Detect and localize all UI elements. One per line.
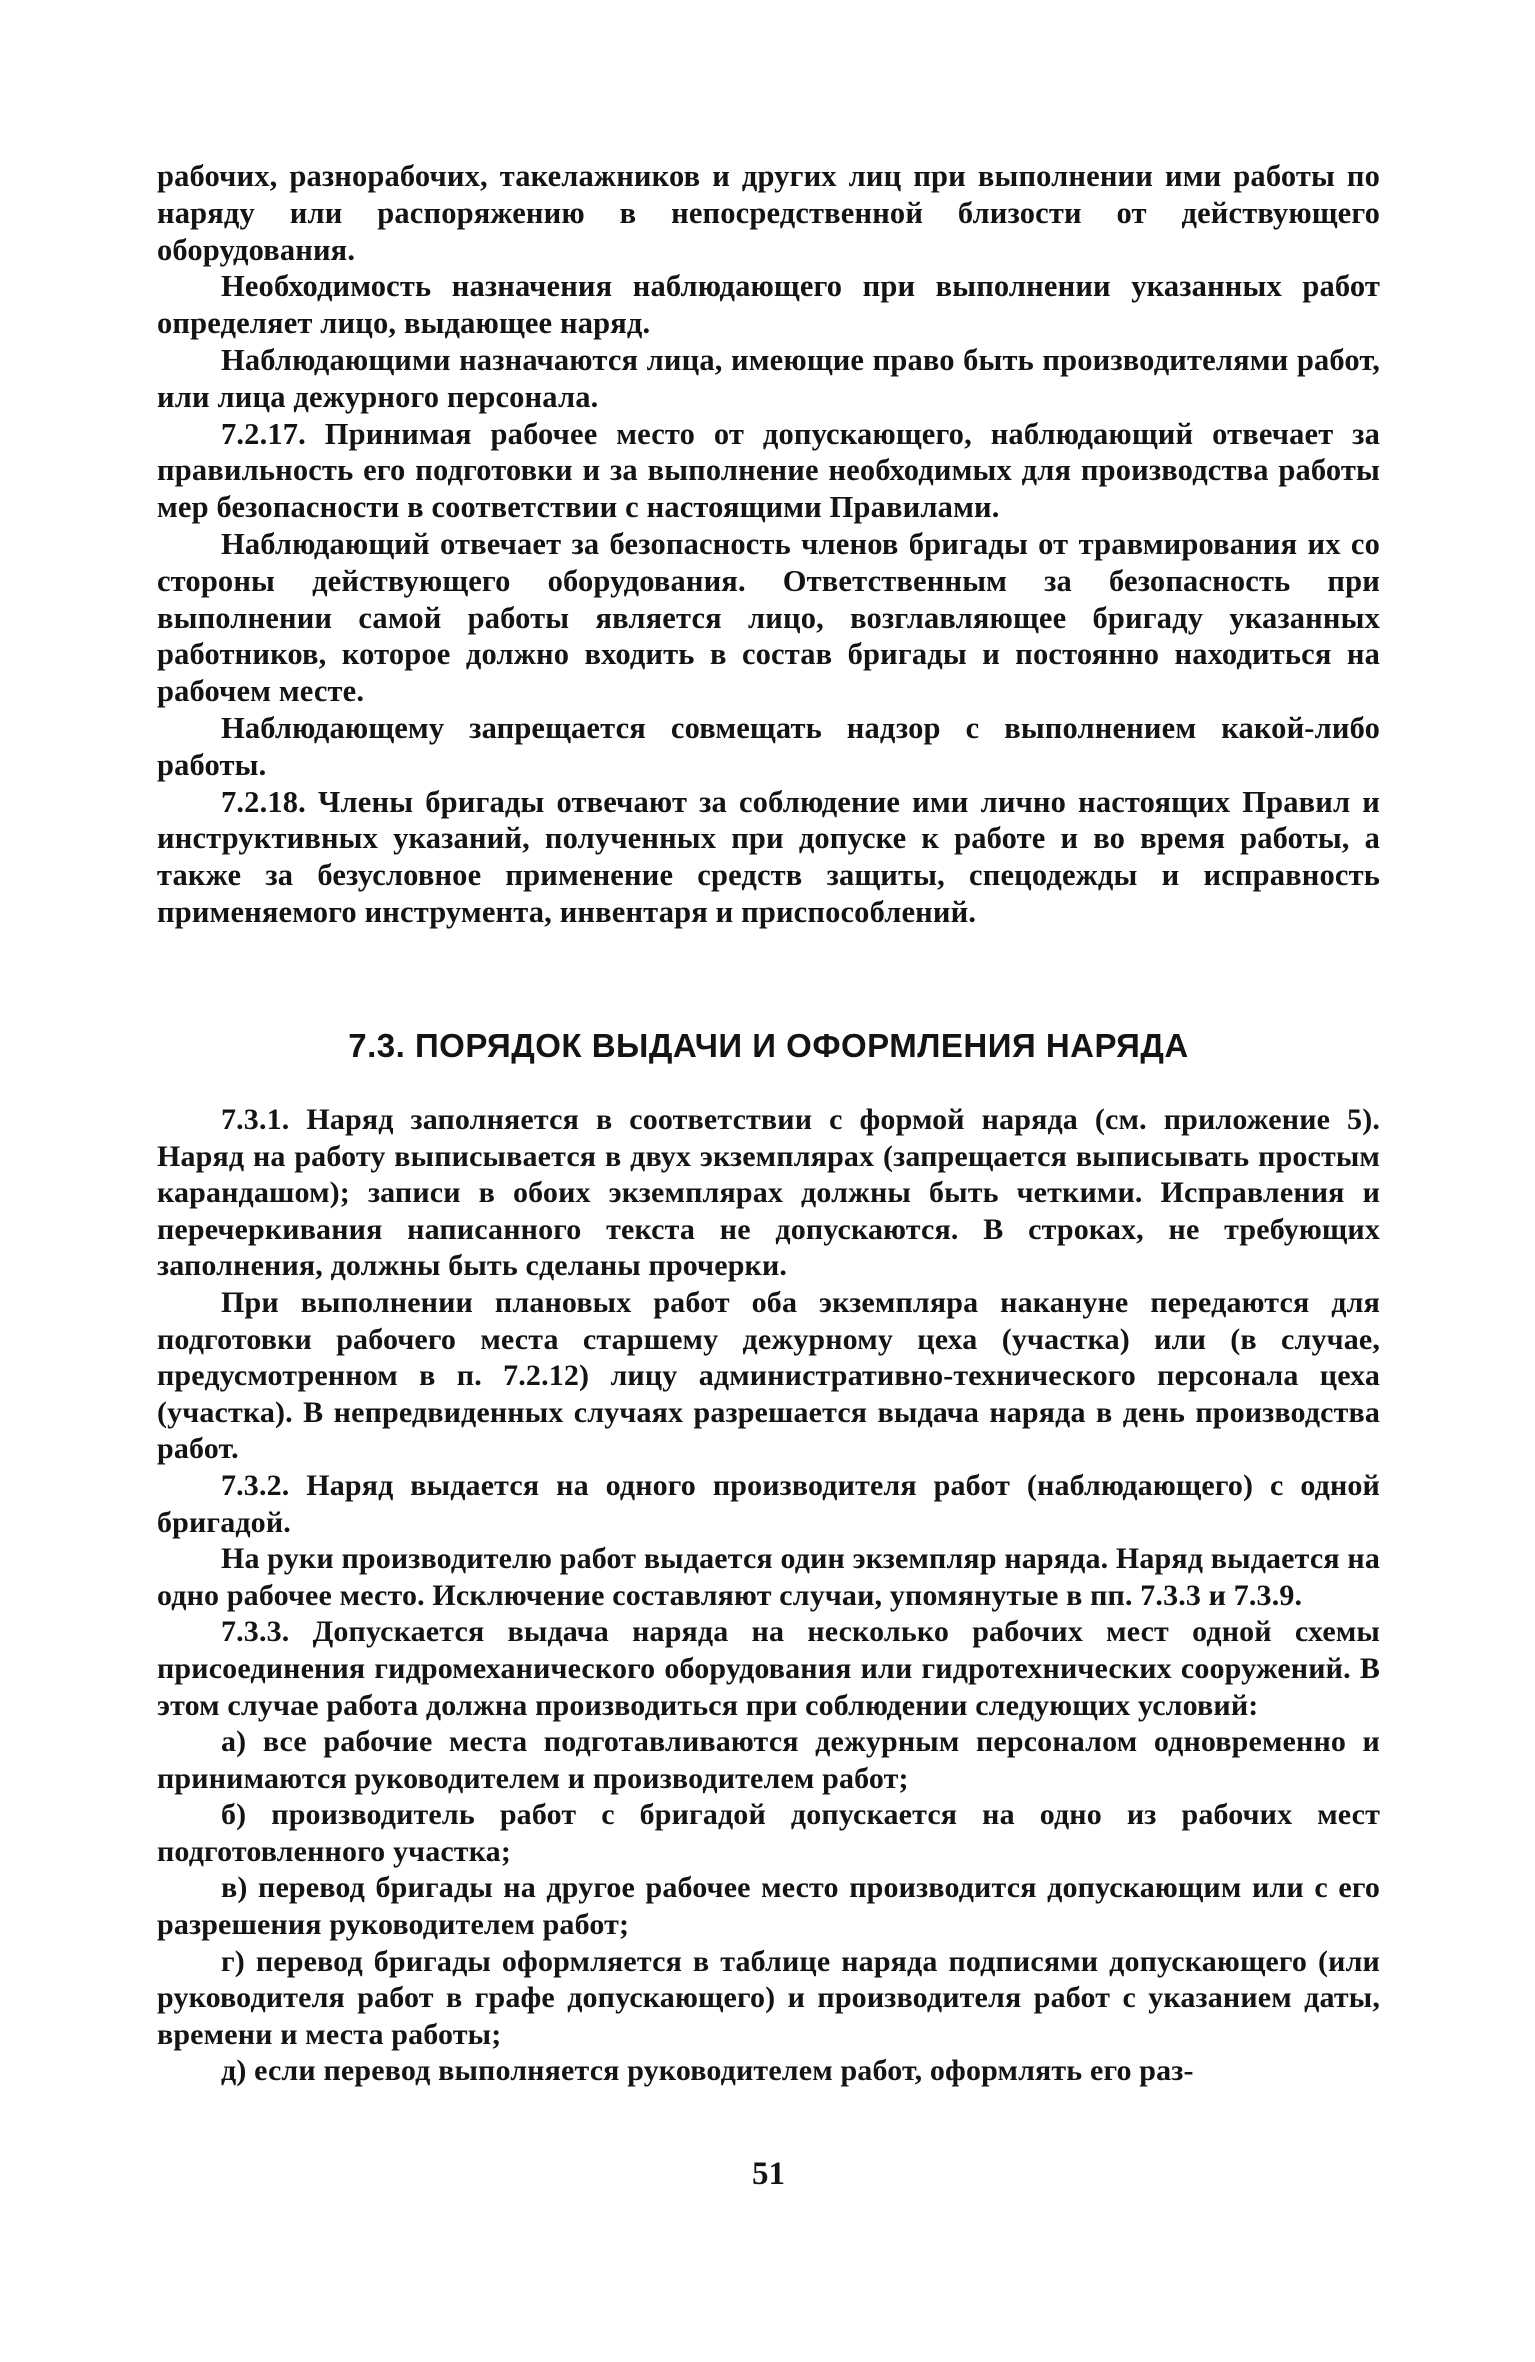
list-item: б) производитель работ с бригадой допускается на одно из рабочих мест подготовленного участка; — [157, 1798, 1380, 1868]
document-page — [157, 158, 1380, 2278]
list-item: г) перевод бригады оформляется в таблице наряда подписями допускающего (или руководителя работ в графе допускающего) и производителя работ с указанием даты, времени и места работы; — [157, 1944, 1380, 2051]
paragraph: 7.2.17. Принимая рабочее место от допускающего, наблюдающий отвечает за правильность его подготовки и за выполнение необходимых для производства работы мер безопасности в соответствии с настоящими Правилами. — [157, 416, 1380, 525]
paragraph: Наблюдающему запрещается совмещать надзор с выполнением какой-либо работы. — [157, 710, 1380, 782]
paragraph: 7.3.3. Допускается выдача наряда на несколько рабочих мест одной схемы присоединения гидромеханического оборудования или гидротехнических сооружений. В этом случае работа должна производиться при соблюдении следующих условий: — [157, 1615, 1380, 1722]
paragraph: 7.3.1. Наряд заполняется в соответствии с формой наряда (см. приложение 5). Наряд на работу выписывается в двух экземплярах (запрещается выписывать простым карандашом); записи в обоих экземплярах должны быть четкими. Исправления и перечеркивания написанного текста не допускаются. В строках, не требующих заполнения, должны быть сделаны прочерки. — [157, 1103, 1380, 1283]
paragraph: Наблюдающими назначаются лица, имеющие право быть производителями работ, или лица дежурного персонала. — [157, 342, 1380, 414]
paragraph: Необходимость назначения наблюдающего при выполнении указанных работ определяет лицо, выдающее наряд. — [157, 269, 1380, 341]
list-item: а) все рабочие места подготавливаются дежурным персоналом одновременно и принимаются руководителем и производителем работ; — [157, 1725, 1380, 1795]
page-number: 51 — [752, 2156, 785, 2192]
list-item: в) перевод бригады на другое рабочее место производится допускающим или с его разрешения руководителем работ; — [157, 1871, 1380, 1942]
text-block-after-heading — [157, 1102, 1380, 2090]
paragraph: 7.2.18. Члены бригады отвечают за соблюдение ими лично настоящих Правил и инструктивных указаний, полученных при допуске к работе и во время работы, а также за безусловное применение средств защиты, спецодежды и исправность применяемого инструмента, инвентаря и приспособлений. — [157, 784, 1380, 929]
section-heading: 7.3. ПОРЯДОК ВЫДАЧИ И ОФОРМЛЕНИЯ НАРЯДА — [348, 1027, 1189, 1064]
paragraph: При выполнении плановых работ оба экземпляра накануне передаются для подготовки рабочего места старшему дежурному цеха (участка) или (в случае, предусмотренном в п. 7.2.12) лицу административно-технического персонала цеха (участка). В непредвиденных случаях разрешается выдача наряда в день производства работ. — [157, 1285, 1380, 1466]
paragraph: 7.3.2. Наряд выдается на одного производителя работ (наблюдающего) с одной бригадой. — [157, 1468, 1380, 1539]
paragraph: рабочих, разнорабочих, такелажников и других лиц при выполнении ими работы по наряду или распоряжению в непосредственной близости от действующего оборудования. — [157, 159, 1380, 267]
paragraph: На руки производителю работ выдается один экземпляр наряда. Наряд выдается на одно рабочее место. Исключение составляют случаи, упомянутые в пп. 7.3.3 и 7.3.9. — [157, 1542, 1380, 1612]
paragraph: Наблюдающий отвечает за безопасность членов бригады от травмирования их со стороны действующего оборудования. Ответственным за безопасность при выполнении самой работы является лицо, возглавляющее бригаду указанных работников, которое должно входить в состав бригады и постоянно находиться на рабочем месте. — [157, 526, 1380, 709]
list-item: д) если перевод выполняется руководителем работ, оформлять его раз- — [221, 2054, 1194, 2088]
text-block-before-heading — [157, 158, 1380, 931]
